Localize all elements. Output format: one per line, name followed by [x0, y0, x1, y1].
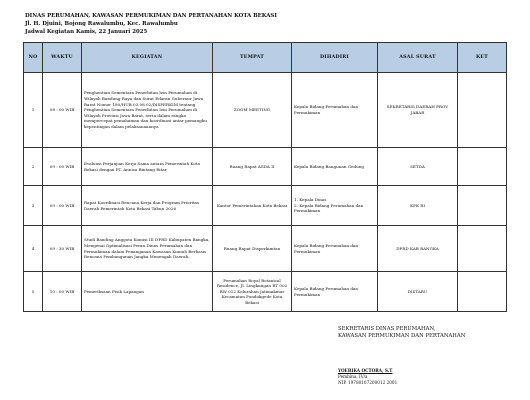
table-row — [24, 148, 507, 186]
cell-kegiatan: Studi Banding Anggota Komisi III DPRD Kabupaten Bangka, Mengenai Optimalisasi Peran Dinas Perumahan dan Permukiman dalam Penanganan Kawasan Kumuh Berbasis Rencana Pembangunan Jangka Menengah Daerah. — [82, 226, 213, 272]
cell-no: 4 — [24, 226, 43, 272]
signature-title-line: KAWASAN PERMUKIMAN DAN PERTANAHAN — [338, 333, 466, 340]
attendee-line: 1. Kepala Dinas — [294, 197, 327, 203]
cell-no: 1 — [24, 73, 43, 148]
col-header-asal-surat: ASAL SURAT — [378, 43, 458, 73]
cell-tempat: Kantor Pemerintahan Kota Bekasi — [213, 186, 292, 226]
table-row — [24, 226, 507, 272]
cell-ket — [458, 73, 507, 148]
cell-dihadiri: Kepala Bidang Bangunan Gedung — [292, 148, 378, 186]
document-header — [25, 12, 277, 36]
table-header-row — [24, 43, 507, 73]
cell-dihadiri — [292, 186, 378, 226]
col-header-kegiatan: KEGIATAN — [82, 43, 213, 73]
table-row — [24, 73, 507, 148]
table-row — [24, 272, 507, 312]
cell-kegiatan: Evaluasi Perjanjian Kerja Sama antara Pemerintah Kota Bekasi dengan PT. Annisa Bintang Ritar — [82, 148, 213, 186]
col-header-tempat: TEMPAT — [213, 43, 292, 73]
signature-title-line: SEKRETARIS DINAS PERUMAHAN, — [338, 326, 436, 332]
cell-waktu: 08 : 00 WIB — [43, 73, 82, 148]
cell-ket — [458, 226, 507, 272]
cell-asal-surat: SETDA — [378, 148, 458, 186]
cell-dihadiri: Kepala Bidang Perumahan dan Permukiman — [292, 226, 378, 272]
cell-kegiatan: Penghentian Sementara Penerbitan Izin Perumahan di Wilayah Bandung Raya dan Surat Edaran Gubernur Jawa Barat Nomor 180/HUB.03.08.02/DISPERKIM tentang Penghentian Sementara Penerbitan Izin Perumahan di Wilayah Provinsi Jawa Barat, serta dalam rangka mempercepat pemahaman dan koordinasi antar pemangku kepentingan dalam pelaksanaannya — [82, 73, 213, 148]
agency-name: DINAS PERUMAHAN, KAWASAN PERMUKIMAN DAN PERTANAHAN KOTA BEKASI — [25, 13, 277, 19]
cell-kegiatan: Rapat Koordinasi Rencana Kerja dan Program Prioritas Daerah Pemerintah Kota Bekasi Tahun 2026 — [82, 186, 213, 226]
cell-asal-surat: DPRD KAB BANGKA — [378, 226, 458, 272]
signature-block — [338, 368, 397, 386]
signatory-nip: NIP. 19780107200012 2001 — [338, 380, 398, 385]
cell-no: 5 — [24, 272, 43, 312]
col-header-dihadiri: DIHADIRI — [292, 43, 378, 73]
schedule-title: Jadwal Kegiatan Kamis, 22 Januari 2025 — [25, 29, 148, 35]
cell-dihadiri: Kepala Bidang Perumahan dan Permukiman — [292, 73, 378, 148]
cell-kegiatan: Pemeriksaan Fisik Lapangan — [82, 272, 213, 312]
signatory-name: YOEBIKA OCTORA, S.T — [338, 368, 393, 373]
cell-asal-surat: DISTARU — [378, 272, 458, 312]
cell-waktu: 09 : 00 WIB — [43, 148, 82, 186]
cell-ket — [458, 272, 507, 312]
col-header-waktu: WAKTU — [43, 43, 82, 73]
table-row — [24, 186, 507, 226]
cell-tempat: Ruang Rapat ASDA II — [213, 148, 292, 186]
cell-waktu: 09 : 00 WIB — [43, 186, 82, 226]
schedule-table — [23, 42, 507, 312]
cell-tempat: ZOOM MEETING — [213, 73, 292, 148]
cell-waktu: 10 : 00 WIB — [43, 272, 82, 312]
signatory-rank: Pembina, IV/a — [338, 374, 368, 379]
cell-tempat: Perumahan Royal Botanical Residence, Jl. Lingkungan RT 002 RW 012 Kelurahan Jatimakmur Kecamatan Pondokgede Kota Bekasi — [213, 272, 292, 312]
cell-asal-surat: KPK RI — [378, 186, 458, 226]
cell-ket — [458, 148, 507, 186]
cell-asal-surat: SEKRETARIS DAERAH PROV JABAR — [378, 73, 458, 148]
signature-title — [338, 326, 465, 341]
cell-no: 3 — [24, 186, 43, 226]
cell-waktu: 09 : 30 WIB — [43, 226, 82, 272]
cell-no: 2 — [24, 148, 43, 186]
cell-tempat: Ruang Rapat Disperkimtan — [213, 226, 292, 272]
cell-ket — [458, 186, 507, 226]
col-header-ket: KET — [458, 43, 507, 73]
col-header-no: NO — [24, 43, 43, 73]
agency-address: Jl. H. Djuini, Bojong Rawalumbu, Kec. Rawalumbu — [25, 21, 178, 27]
attendee-line: 2. Kepala Bidang Perumahan dan Permukiman — [294, 202, 364, 214]
cell-dihadiri: Kepala Bidang Perumahan dan Permukiman — [292, 272, 378, 312]
